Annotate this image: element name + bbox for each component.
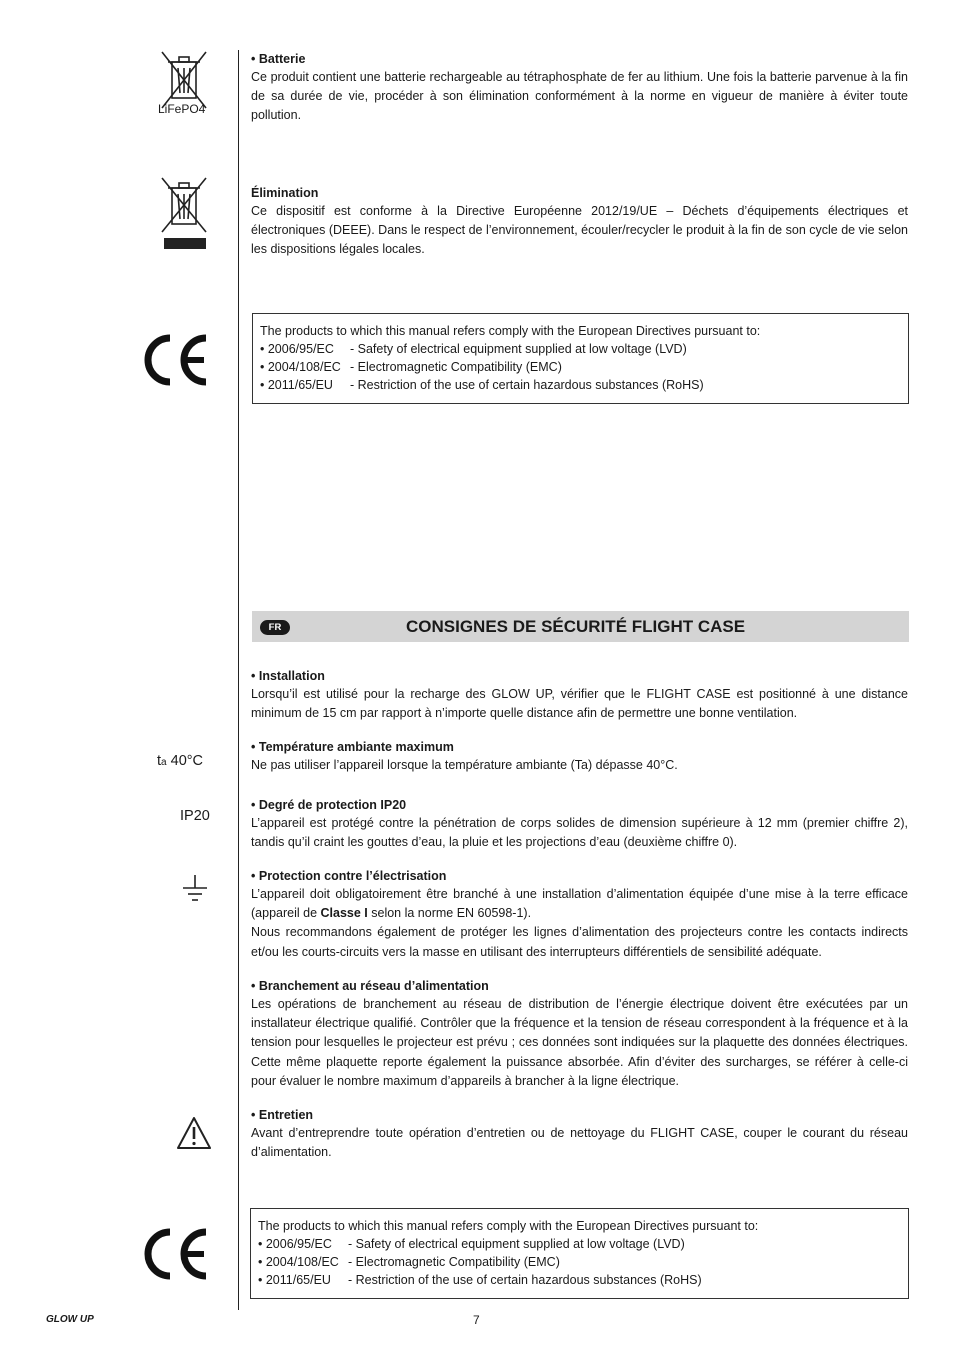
directive-code: • 2006/95/EC [260, 342, 334, 356]
ip-rating-label: IP20 [180, 808, 210, 824]
section-title: Degré de protection IP20 [258, 798, 407, 812]
ce-compliance-box [252, 313, 909, 404]
warning-icon [176, 1116, 212, 1150]
footer-brand: GLOW UP [46, 1314, 94, 1325]
section-text: Ce dispositif est conforme à la Directive Européenne 2012/19/UE – Déchets d’équipements électriques et électroniques (DEEE). Dans le respect de l’environnement, écouler/recycler le produit à la fin de son cycle de vie selon les dispositions légales locales. [251, 204, 908, 257]
section-protection-ip: • Degré de protection IP20 L’appareil est protégé contre la pénétration de corps solides de dimension supérieure à 12 mm (premier chiffre 2), tandis qu’il craint les gouttes d’eau, la pluie et les projections d’eau (deuxième chiffre 0). [251, 796, 908, 852]
directive-desc: - Safety of electrical equipment supplied at low voltage (LVD) [348, 1237, 685, 1251]
section-temperature: • Température ambiante maximum Ne pas utiliser l’appareil lorsque la température ambiante (Ta) dépasse 40°C. [251, 738, 908, 775]
directive-code: • 2004/108/EC [260, 360, 341, 374]
earth-ground-icon [182, 874, 208, 904]
ce-directive-item [260, 358, 901, 376]
ce-directive-item [258, 1253, 901, 1271]
section-title: Élimination [251, 186, 319, 200]
section-title: Entretien [258, 1108, 314, 1122]
ce-directive-item [258, 1235, 901, 1253]
text-part: L’appareil doit obligatoirement être branché à une installation d’alimentation équipée d’une mise à la terre efficace (appareil de [251, 887, 908, 921]
text-part: selon la norme EN 60598-1). [367, 906, 532, 921]
section-text: Nous recommandons également de protéger les lignes d’alimentation des projecteurs contre les contacts indirects et/ou les courts-circuits vers la masse en utilisant des interrupteurs différentiels de sensibilité adéquate. [251, 925, 908, 959]
margin-divider-line [238, 50, 239, 1310]
ce-mark-icon [140, 1226, 212, 1282]
weee-bin-icon [158, 176, 210, 252]
ce-compliance-box [250, 1208, 909, 1299]
section-text: L’appareil est protégé contre la pénétration de corps solides de dimension supérieure à 12 mm (premier chiffre 2), tandis qu’il craint les gouttes d’eau, la pluie et les projections d’eau (deuxième chiffre 0). [251, 816, 908, 850]
directive-code: • 2011/65/EU [258, 1273, 331, 1287]
section-batterie: • Batterie Ce produit contient une batterie rechargeable au tétraphosphate de fer au lithium. Une fois la batterie parvenue à la fin de sa durée de vie, procéder à son élimination conformément à la norme en vigueur de manière à éviter toute pollution. [251, 50, 908, 126]
ce-directive-item [258, 1271, 901, 1289]
directive-code: • 2011/65/EU [260, 378, 333, 392]
directive-desc: - Restriction of the use of certain hazardous substances (RoHS) [348, 1273, 702, 1287]
ce-directive-item [260, 376, 901, 394]
section-text: Ne pas utiliser l’appareil lorsque la température ambiante (Ta) dépasse 40°C. [251, 758, 678, 772]
ce-intro: The products to which this manual refers comply with the European Directives pursuant to: [260, 324, 761, 338]
section-title: Température ambiante maximum [258, 740, 454, 754]
section-text: Les opérations de branchement au réseau de distribution de l’énergie électrique doivent être exécutées par un installateur électrique qualifié. Contrôler que la fréquence et la tension de réseau correspondent à la fréquence et à la tension pour lesquelles le projecteur est prévu ; ces données sont indiquées sur la plaquette des données électriques. Cette même plaquette reporte également la puissance absorbée. Afin d’éviter des surcharges, se référer à celle-ci pour évaluer le nombre maximum d’appareils à brancher à la ligne électrique. [251, 997, 908, 1088]
section-header-bar [252, 611, 909, 642]
directive-code: • 2004/108/EC [258, 1255, 339, 1269]
section-text: Ce produit contient une batterie rechargeable au tétraphosphate de fer au lithium. Une fois la batterie parvenue à la fin de sa durée de vie, procéder à son élimination conformément à la norme en vigueur de manière à éviter toute pollution. [251, 70, 908, 123]
section-electrisation: • Protection contre l’électrisation L’appareil doit obligatoirement être branché à une installation d’alimentation équipée d’une mise à la terre efficace (appareil de Classe I selon la norme EN 60598-1). Nous recommandons également de protéger les lignes d’alimentation des projecteurs contre les contacts indirects et/ou les courts-circuits vers la masse en utilisant des interrupteurs différentiels de sensibilité adéquate. [251, 867, 908, 962]
battery-type-label: LiFePO4 [158, 102, 206, 116]
section-text: Lorsqu’il est utilisé pour la recharge des GLOW UP, vérifier que le FLIGHT CASE est positionné à une distance minimum de 15 cm par rapport à n’importe quelle distance afin de permettre une bonne ventilation. [251, 687, 908, 721]
directive-desc: - Restriction of the use of certain hazardous substances (RoHS) [350, 378, 704, 392]
section-elimination [251, 184, 908, 260]
class-label: Classe I [320, 906, 368, 921]
page-number: 7 [473, 1313, 480, 1327]
ambient-temperature-label [157, 752, 203, 772]
section-entretien: • Entretien Avant d’entreprendre toute opération d’entretien ou de nettoyage du FLIGHT CASE, couper le courant du réseau d’alimentation. [251, 1106, 908, 1162]
ce-mark-icon [140, 332, 212, 388]
section-title: Protection contre l’électrisation [258, 869, 447, 883]
section-heading: CONSIGNES DE SÉCURITÉ FLIGHT CASE [406, 617, 746, 636]
section-title: Branchement au réseau d’alimentation [258, 979, 489, 993]
directive-code: • 2006/95/EC [258, 1237, 332, 1251]
directive-desc: - Safety of electrical equipment supplied at low voltage (LVD) [350, 342, 687, 356]
section-title: Installation [258, 669, 325, 683]
section-text: Avant d’entreprendre toute opération d’entretien ou de nettoyage du FLIGHT CASE, couper le courant du réseau d’alimentation. [251, 1126, 908, 1160]
directive-desc: - Electromagnetic Compatibility (EMC) [350, 360, 562, 374]
section-title: Batterie [258, 52, 306, 66]
section-text [251, 885, 908, 923]
ta-prefix: t [157, 753, 162, 769]
section-branchement: • Branchement au réseau d’alimentation Les opérations de branchement au réseau de distribution de l’énergie électrique doivent être exécutées par un installateur électrique qualifié. Contrôler que la fréquence et la tension de réseau correspondent à la fréquence et à la tension pour lesquelles le projecteur est prévu ; ces données sont indiquées sur la plaquette des données électriques. Cette même plaquette reporte également la puissance absorbée. Afin d’éviter des surcharges, se référer à celle-ci pour évaluer le nombre maximum d’appareils à brancher à la ligne électrique. [251, 977, 908, 1091]
language-badge: FR [260, 620, 290, 635]
ce-directive-item [260, 340, 901, 358]
ta-subscript: a [161, 757, 167, 768]
directive-desc: - Electromagnetic Compatibility (EMC) [348, 1255, 560, 1269]
section-installation: • Installation Lorsqu’il est utilisé pour la recharge des GLOW UP, vérifier que le FLIGHT CASE est positionné à une distance minimum de 15 cm par rapport à n’importe quelle distance afin de permettre une bonne ventilation. [251, 667, 908, 723]
ta-value: 40°C [170, 753, 204, 769]
ce-intro: The products to which this manual refers comply with the European Directives pursuant to: [258, 1219, 759, 1233]
